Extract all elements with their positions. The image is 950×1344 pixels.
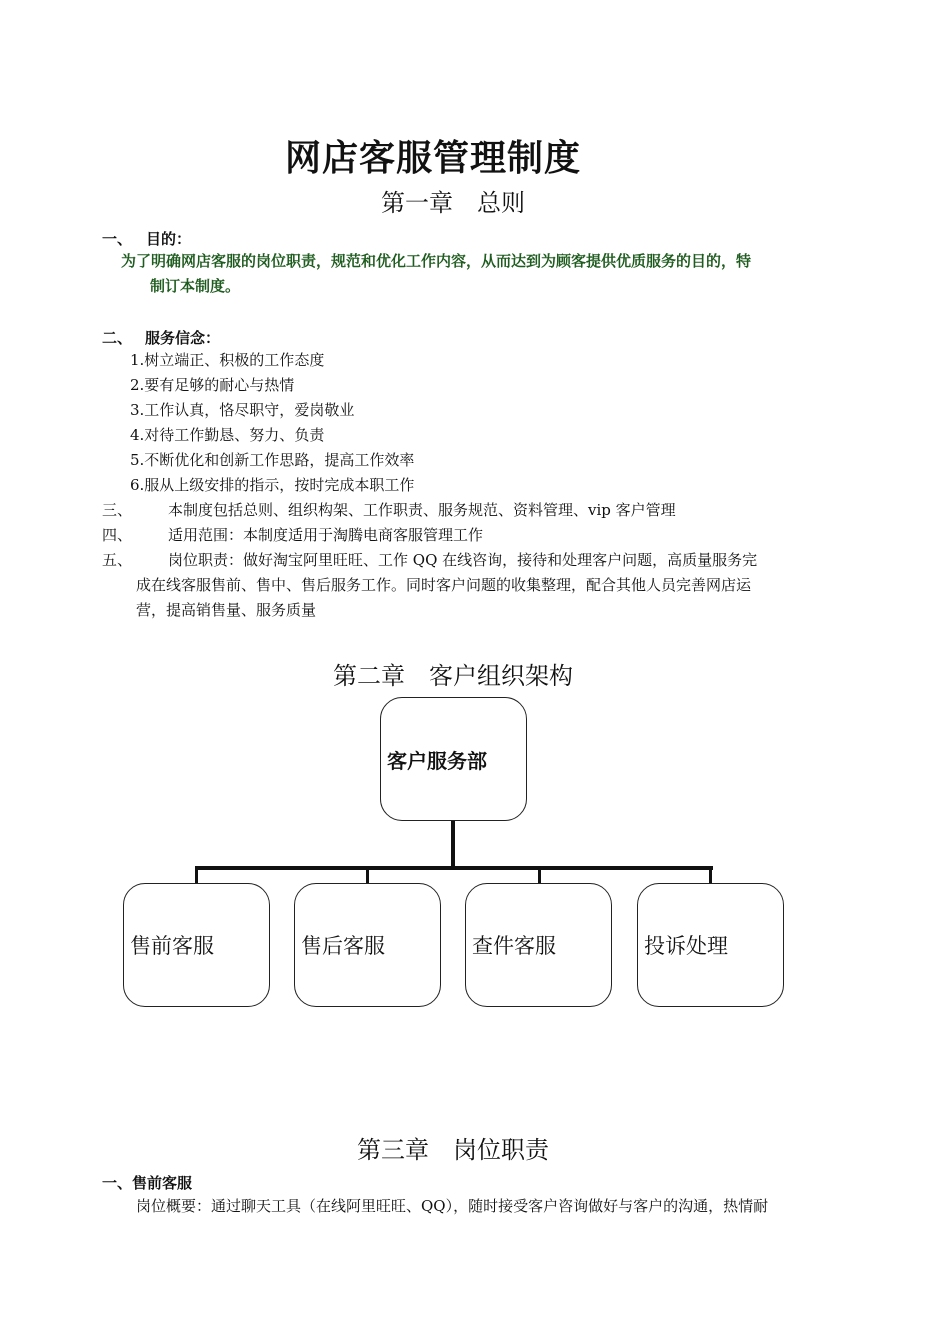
org-child-complaints: 投诉处理 bbox=[637, 883, 784, 1007]
belief-item: 2.要有足够的耐心与热情 bbox=[130, 376, 295, 394]
beliefs-number: 二、 bbox=[102, 329, 133, 347]
beliefs-label: 服务信念： bbox=[145, 329, 221, 347]
section3-text: 本制度包括总则、组织构架、工作职责、服务规范、资料管理、vip 客户管理 bbox=[168, 501, 676, 519]
presales-overview: 岗位概要：通过聊天工具（在线阿里旺旺、QQ），随时接受客户咨询做好与客户的沟通，热情耐 bbox=[136, 1197, 769, 1215]
org-connector-vertical bbox=[451, 821, 455, 868]
org-connector-horizontal bbox=[195, 866, 713, 870]
org-child-tracking: 查件客服 bbox=[465, 883, 612, 1007]
org-connector-branch bbox=[195, 866, 198, 884]
section5-line3: 营，提高销售量、服务质量 bbox=[136, 601, 317, 619]
chapter3-heading: 第三章 岗位职责 bbox=[357, 1136, 549, 1164]
belief-item: 4.对待工作勤恳、努力、负责 bbox=[130, 426, 325, 444]
org-connector-branch bbox=[709, 866, 712, 884]
belief-item: 1.树立端正、积极的工作态度 bbox=[130, 351, 325, 369]
document-title: 网店客服管理制度 bbox=[284, 138, 581, 179]
belief-item: 6.服从上级安排的指示，按时完成本职工作 bbox=[130, 476, 415, 494]
org-child-presales: 售前客服 bbox=[123, 883, 270, 1007]
section4-text: 适用范围：本制度适用于淘腾电商客服管理工作 bbox=[168, 526, 484, 544]
purpose-text-line2: 制订本制度。 bbox=[150, 277, 241, 295]
belief-item: 5.不断优化和创新工作思路，提高工作效率 bbox=[130, 451, 415, 469]
presales-section-label: 一、售前客服 bbox=[102, 1174, 193, 1192]
purpose-number: 一、 bbox=[102, 230, 133, 248]
org-root-box: 客户服务部 bbox=[380, 697, 527, 821]
belief-item: 3.工作认真，恪尽职守，爱岗敬业 bbox=[130, 401, 355, 419]
purpose-label: 目的： bbox=[146, 230, 192, 248]
org-connector-branch bbox=[366, 866, 369, 884]
chapter2-heading: 第二章 客户组织架构 bbox=[333, 662, 573, 690]
section5-line2: 成在线客服售前、售中、售后服务工作。同时客户问题的收集整理，配合其他人员完善网店运 bbox=[136, 576, 752, 594]
section3-number: 三、 bbox=[102, 501, 133, 519]
section4-number: 四、 bbox=[102, 526, 133, 544]
section5-number: 五、 bbox=[102, 551, 133, 569]
org-connector-branch bbox=[538, 866, 541, 884]
section5-line1: 岗位职责：做好淘宝阿里旺旺、工作 QQ 在线咨询，接待和处理客户问题，高质量服务完 bbox=[168, 551, 758, 569]
purpose-text-line1: 为了明确网店客服的岗位职责，规范和优化工作内容，从而达到为顾客提供优质服务的目的，特 bbox=[121, 252, 752, 270]
chapter1-heading: 第一章 总则 bbox=[381, 189, 525, 217]
org-child-aftersales: 售后客服 bbox=[294, 883, 441, 1007]
